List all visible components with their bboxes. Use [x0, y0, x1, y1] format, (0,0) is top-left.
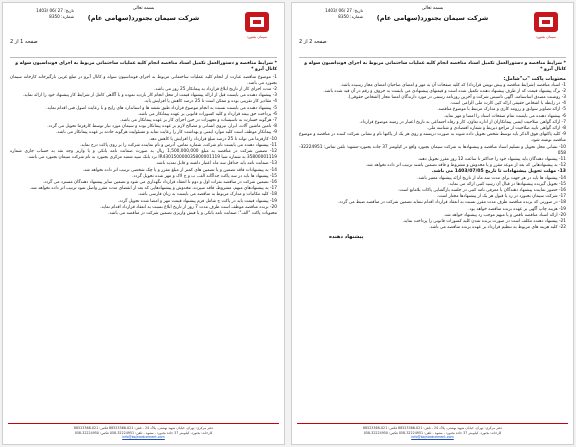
condition-item: 10- نشانی محل تحویل و تسلیم اسناد مناقصه و پیشنهادها به شرکت سیمان بجنورد واقع در کیلومتر 37 جاده بجنورد-مشهد؛ تلفن تماس: 32224951-058 — [299, 144, 566, 156]
letter-meta — [10, 8, 74, 20]
condition-item: 9- پیمانکار موظف است کلیه موارد ایمنی و بهداشت کار را رعایت نماید و مسئولیت هرگونه حادثه بر عهده پیمانکار می باشد. — [56, 130, 277, 136]
conditions-list — [299, 83, 566, 232]
basmala: بسمه تعالی — [132, 6, 155, 11]
condition-item: 8- ارائه گواهی تایید صلاحیت از مراجع ذیربط و شماره اقتصادی و شناسه ملی. — [426, 126, 566, 132]
condition-item: 6- پیشنهاد دهنده می بایست تمام صفحات اسناد را امضا و مهر نماید. — [443, 113, 566, 119]
condition-item: 15- تحویل گیرنده پیشنهادها در قبال آن رسید کتبی ارائه می نماید. — [448, 181, 566, 187]
condition-item: 11- پیشنهاد دهنده می بایست نام شرکت، شماره تماس، آدرس و نام نماینده شرکت را بر روی پاکت درج نماید. — [79, 142, 277, 148]
condition-item: 19- پیشنهاد قیمت باید در پاکت ج شامل فرم پیشنهاد قیمت مهر و امضا شده تحویل گردد. — [117, 198, 277, 204]
condition-item: 2- مدت اجرای کار از تاریخ ابلاغ قرارداد به پیمانکار 25 روز می باشد. — [154, 87, 277, 92]
basmala: بسمه تعالی — [421, 6, 444, 11]
document-page-1-of-2 — [2, 2, 285, 445]
condition-item: 7- هرگونه خسارت به تاسیسات و تجهیزات در حین اجرای کار بر عهده پیمانکار می باشد. — [119, 118, 277, 124]
condition-item: 13- مهلت تحویل پیشنهادات تا تاریخ 1403/07/05 می باشد. — [431, 169, 566, 175]
condition-item: 16- حضور نماینده پیشنهاد دهندگان با معرفی نامه کتبی در جلسه بازگشایی پاکات بلامانع است. — [398, 188, 566, 194]
condition-item: 10- کارفرما می تواند تا 25 درصد مبلغ قرارداد را افزایش یا کاهش دهد. — [148, 136, 277, 142]
condition-item: 18- در صورتی که برنده مناقصه ظرف مدت مقرر نسبت به انعقاد قرارداد اقدام ننماید تضمین شرکت در مناقصه ضبط می گردد. — [337, 200, 566, 206]
condition-item: 8- تامین ماشین آلات، ابزار، نیروی انسانی و مصالح لازم بر عهده پیمانکار بوده و سیمان مورد نیاز توسط کارفرما تحویل می گردد. — [47, 124, 277, 130]
condition-item: 7- ارائه گواهی صلاحیت ایمنی پیمانکاران از اداره تعاون، کار و رفاه اجتماعی به تاریخ اعتبار در زمینه موضوع قرارداد. — [359, 119, 566, 125]
condition-item: 13- ضمانت نامه باید حداقل سه ماه اعتبار داشته و قابل تمدید باشد. — [155, 161, 277, 167]
condition-item: 6- پرداخت حق بیمه قرارداد و کلیه کسورات قانونی بر عهده پیمانکار می باشد. — [137, 111, 277, 117]
footer-line: کارخانه: بجنورد، کیلومتر 37 جاده بجنورد - مشهد - تلفن: 32224951-058 فکس: 32224950-058 — [363, 430, 502, 435]
condition-item: 16- تضمین شرکت در مناقصه نفرات اول و دوم تا انعقاد قرارداد نگهداری می شود و تضمین سایر پیشنهاد دهندگان مسترد می گردد. — [42, 180, 277, 186]
letter-number: شماره: 8350 — [338, 14, 363, 19]
condition-item: 4- مقادیر کار تقریبی بوده و ممکن است تا 25 درصد کاهش یا افزایش یابد. — [143, 99, 277, 105]
page-header — [10, 6, 277, 58]
page-footer — [297, 423, 568, 440]
page-footer — [8, 423, 279, 440]
condition-item: محتویات پاکت "الف": ضمانت نامه بانکی و یا فیش واریزی تضمین شرکت در مناقصه می باشد. — [108, 211, 277, 217]
logo-caption: سیمان بجنورد — [246, 35, 268, 39]
condition-item: 1- اسناد مناقصه (شرایط مناقصه و پیش نویس قرارداد) که کلیه صفحات آن به مهر و امضای صاحبان امضای مجاز رسیده باشد. — [340, 82, 566, 88]
condition-item: 12- به پیشنهادهایی که بعد از موعد مقرر و یا مخدوش و مشروط و فاقد تضمین باشند ترتیب اثر داده نخواهد شد. — [365, 163, 566, 169]
condition-item: 12- تضمین شرکت در مناقصه به مبلغ 1,500,000,000 ریال به صورت ضمانت نامه بانکی و یا واریز وجه نقد به حساب جاری شماره 35800001119 به شماره شبا IR430150000035800001119 نزد بانک سپه شعبه مرکزی بجنورد به نام شرکت سیمان بجنورد می باشد. — [10, 149, 278, 161]
page-header — [299, 6, 566, 58]
condition-item: 11- پیشنهاد دهندگان باید پیشنهاد خود را حداکثر تا ساعت 12 روز مقرر تحویل دهند. — [417, 157, 566, 163]
footer-email-link[interactable]: info@bojnordcement.com — [411, 435, 454, 440]
condition-item: 5- پیشنهاد دهنده می بایست نسبت به انجام موضوع قرارداد طبق نقشه ها و استاندارد های رایج و با رعایت اصول فنی اقدام نماید. — [46, 105, 277, 111]
condition-item: 19- هزینه چاپ آگهی بر عهده برنده مناقصه خواهد بود. — [468, 206, 566, 212]
condition-item: 17- شرکت سیمان بجنورد در رد یا قبول هر یک از پیشنهادها مختار است. — [437, 194, 566, 200]
bidder-signature-label: پیشنهاد دهنده — [329, 234, 364, 241]
condition-item: 17- به پیشنهادهای مبهم، مشروط، فاقد سپرده، مخدوش و پیشنهادهایی که بعد از انقضای مدت مقرر واصل شود ترتیب اثر داده نخواهد شد. — [29, 186, 277, 192]
letter-date: تاریخ: 27 /06 /1403 — [325, 8, 363, 13]
condition-item: 1- موضوع مناقصه عبارت از انجام کلیه عملیات ساختمانی مربوط به اجرای فونداسیون سوله و کانال آبرو در ضلع غربی بارگیرخانه کارخانه سیمان بجنورد می باشد. — [10, 74, 277, 86]
letter-date: تاریخ: 27 /06 /1403 — [36, 8, 74, 13]
section-title: محتویات پاکت "ب"شامل: — [503, 75, 566, 82]
document-page-2-of-2 — [291, 2, 574, 445]
footer-line: کارخانه: بجنورد، کیلومتر 37 جاده بجنورد - مشهد - تلفن: 32224951-058 فکس: 32224950-058 — [74, 430, 213, 435]
condition-item: 3- روشنت مصدق اساسنامه، آگهی تاسیس شرکت و آخرین روزنامه رسمی در مورد دارندگان امضا مجاز (اشخاص حقوقی). — [347, 95, 566, 100]
condition-item: 9- کلیه پاکتهای فوق الذکر باید توسط شخص تحویل داده شوند به صورت دربسته و روی هر یک از پاکتها نام و نشانی شرکت کننده در مناقصه و موضوع مناقصه نوشته شود. — [299, 132, 566, 144]
page-number: صفحه 2 از 2 — [299, 39, 327, 45]
document-intro: * شرایط مناقصه و دستورالعمل تکمیل اسناد مناقصه انجام کلیه عملیات ساختمانی مربوط به اجرای فونداسیون سوله و کانال آبرو * — [15, 61, 277, 73]
condition-item: 14- پیشنهاد ها باید در هر جهت برای مدت سه ماه از تاریخ ارائه پیشنهاد معتبر باشد. — [417, 175, 566, 181]
condition-item: 5- ارائه تصاویر سوابق و رزومه کاری و مدارک مرتبط با موضوع مناقصه. — [437, 107, 566, 113]
condition-item: 2- برگ پیشنهاد قیمت که از طرف پیشنهاد دهنده تکمیل شده است و قیمتهای پیشنهادی می بایست به حروف و رقم در آن قید شده باشد. — [323, 88, 566, 94]
condition-item: 20- برنده مناقصه موظف است ظرف مدت 7 روز از تاریخ ابلاغ نسبت به انعقاد قرارداد اقدام نماید. — [100, 204, 277, 210]
logo-caption: سیمان بجنورد — [535, 35, 557, 39]
condition-item: 18- کلیه مکاتبات و مدارک مربوط به مناقصه می بایست به زبان فارسی باشد. — [137, 192, 277, 198]
document-intro: * شرایط مناقصه و دستورالعمل تکمیل اسناد مناقصه انجام کلیه عملیات ساختمانی مربوط به اجرای فونداسیون سوله و کانال آبرو * — [304, 61, 566, 73]
footer-email-link[interactable]: info@bojnordcement.com — [122, 435, 165, 440]
condition-item: 21- پیشنهاد دهنده مکلف است در صورت برنده شدن کلیه کسورات قانونی را پرداخت نماید. — [402, 219, 566, 225]
company-name: شرکت سیمان بجنورد(سهامی عام) — [376, 14, 489, 22]
page-number: صفحه 1 از 2 — [10, 39, 38, 45]
condition-item: 20- ارائه اسناد مناقصه ناقص و یا مبهم موجب رد پیشنهاد خواهد شد. — [443, 212, 566, 218]
letter-number: شماره: 8350 — [49, 14, 74, 19]
condition-item: 4- در رابطه با اشخاص حقیقی ارائه کپی کارت ملی الزامی است. — [449, 101, 566, 107]
condition-item: 3- پیشنهاد دهنده می بایست قبل از ارائه پیشنهاد قیمت از محل انجام کار بازدید نموده و با آگاهی کامل از شرایط کار پیشنهاد خود را ارائه نماید. — [22, 93, 277, 99]
footer-line: دفتر مرکزی: تهران، خیابان شهید بهشتی، پلاک 24 - تلفن: 021-88523366 فکس: 021-88523368 — [362, 426, 503, 431]
condition-item: 22- کلیه هزینه های مربوط به تنظیم قرارداد بر عهده برنده مناقصه می باشد. — [428, 225, 566, 231]
condition-item: 15- پیشنهاد ها باید در سه پاکت جداگانه الف، ب و ج لاک و مهر شده تحویل گردد. — [132, 173, 277, 179]
letter-meta — [299, 8, 363, 20]
footer-line: دفتر مرکزی: تهران، خیابان شهید بهشتی، پلاک 24 - تلفن: 021-88523366 فکس: 021-88523368 — [73, 426, 214, 431]
conditions-list — [10, 75, 277, 218]
condition-item: 14- به پیشنهادات فاقد تضمین و یا تضمین های کمتر از مبلغ مقرر و یا چک شخصی ترتیب اثر داده نخواهد شد. — [82, 167, 277, 173]
company-name: شرکت سیمان بجنورد(سهامی عام) — [87, 14, 200, 22]
